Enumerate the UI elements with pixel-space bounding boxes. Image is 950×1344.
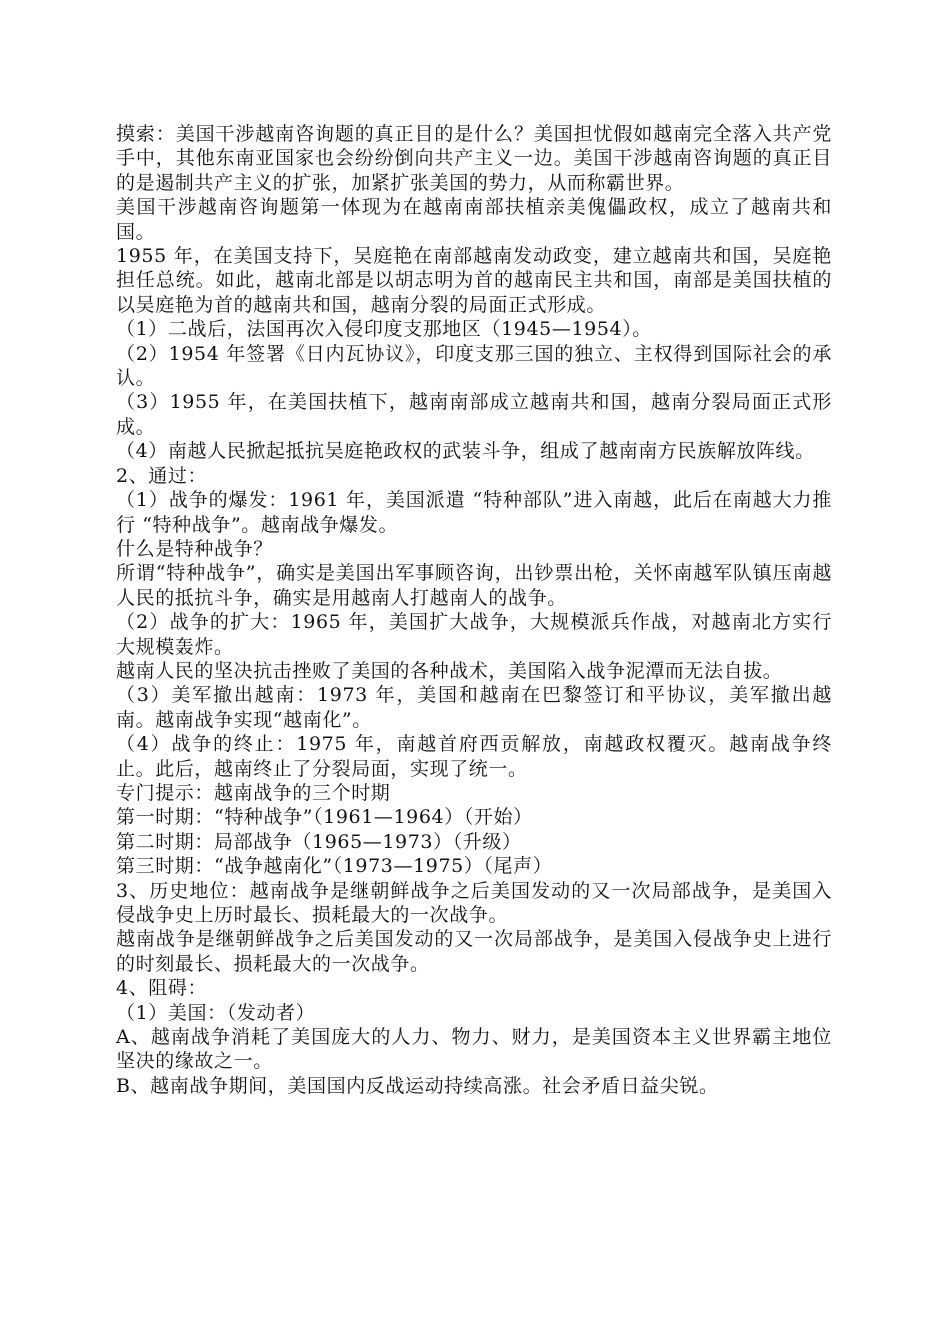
paragraph-item-4-resistance: （4）南越人民掀起抵抗吴庭艳政权的武装斗争，组成了越南南方民族解放阵线。 [116, 440, 815, 463]
paragraph-historical-status: 3、历史地位：越南战争是继朝鲜战争之后美国发动的又一次局部战争，是美国入侵战争史上历时最长、损耗最大的一次战争。 [116, 879, 832, 926]
paragraph-item-2-geneva: （2）1954 年签署《日内瓦协议》，印度支那三国的独立、主权得到国际社会的承认。 [116, 342, 832, 390]
paragraph-resistance-success: 越南人民的坚决抗击挫败了美国的各种战术，美国陷入战争泥潭而无法自拔。 [116, 659, 783, 682]
paragraph-special-war-definition: 所谓“特种战争”，确实是美国出军事顾咨询，出钞票出枪，关怀南越军队镇压南越人民的抵抗斗争，确实是用越南人打越南人的战争。 [116, 562, 832, 609]
paragraph-item-3-1955: （3）1955 年，在美国扶植下，越南南部成立越南共和国，越南分裂局面正式形成。 [116, 391, 832, 438]
paragraph-explore-purpose: 摸索：美国干涉越南咨询题的真正目的是什么？美国担忧假如越南完全落入共产党手中，其他东南亚国家也会纷纷倒向共产主义一边。美国干涉越南咨询题的真正目的是遏制共产主义的扩张，加紧扩张美国的势力，从而称霸世界。 [116, 123, 832, 194]
paragraph-period-1: 第一时期：“特种战争”（1961—1964）（开始） [116, 806, 533, 829]
paragraph-impact-usa: （1）美国：（发动者） [116, 1001, 316, 1024]
paragraph-question-special-war: 什么是特种战争？ [116, 537, 273, 560]
paragraph-withdrawal: （3）美军撤出越南：1973 年，美国和越南在巴黎签订和平协议，美军撤出越南。越南战争实现“越南化”。 [116, 684, 832, 731]
paragraph-1955-coup: 1955 年，在美国支持下，吴庭艳在南部越南发动政变，建立越南共和国，吴庭艳担任总统。如此，越南北部是以胡志明为首的越南民主共和国，南部是美国扶植的以吴庭艳为首的越南共和国，越南分裂的局面正式形成。 [116, 245, 832, 316]
paragraph-escalation: （2）战争的扩大：1965 年，美国扩大战争，大规模派兵作战，对越南北方实行大规模轰炸。 [116, 611, 832, 658]
paragraph-outbreak: （1）战争的爆发：1961 年，美国派遣 “特种部队”进入南越，此后在南越大力推行 “特种战争”。越南战争爆发。 [116, 489, 832, 536]
paragraph-war-end: （4）战争的终止：1975 年，南越首府西贡解放，南越政权覆灭。越南战争终止。此后，越南终止了分裂局面，实现了统一。 [116, 733, 832, 780]
paragraph-period-2: 第二时期：局部战争（1965—1973）（升级） [116, 830, 522, 853]
section-heading-process: 2、通过： [116, 464, 208, 487]
paragraph-item-1-postwar: （1）二战后，法国再次入侵印度支那地区（1945—1954）。 [116, 318, 652, 341]
paragraph-period-3: 第三时期：“战争越南化”（1973—1975）（尾声） [116, 855, 553, 878]
section-heading-impact: 4、阻碍： [116, 977, 208, 1000]
paragraph-interference: 美国干涉越南咨询题第一体现为在越南南部扶植亲美傀儡政权，成立了越南共和国。 [116, 196, 832, 243]
paragraph-impact-a: A、越南战争消耗了美国庞大的人力、物力、财力，是美国资本主义世界霸主地位坚决的缘故之一。 [116, 1026, 832, 1073]
paragraph-historical-status-restated: 越南战争是继朝鲜战争之后美国发动的又一次局部战争，是美国入侵战争史上进行的时刻最长、损耗最大的一次战争。 [116, 928, 832, 975]
paragraph-special-note: 专门提示：越南战争的三个时期 [116, 781, 391, 804]
paragraph-impact-b: B、越南战争期间，美国国内反战运动持续高涨。社会矛盾日益尖锐。 [116, 1074, 719, 1097]
